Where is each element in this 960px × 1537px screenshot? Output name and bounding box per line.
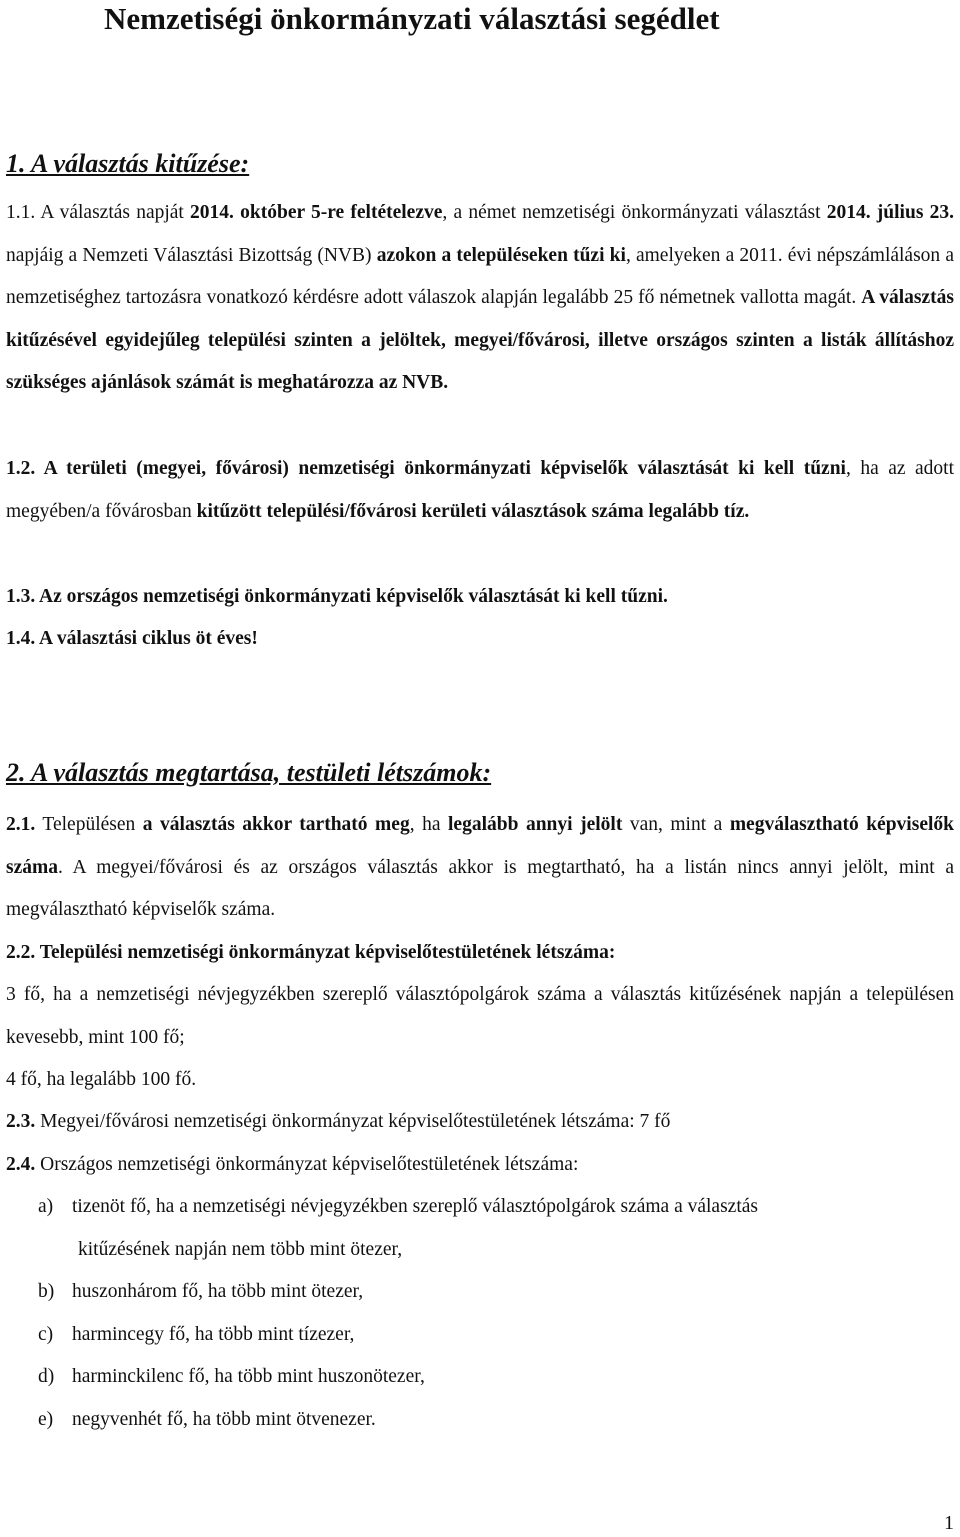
paragraph-2-1: 2.1. Településen a választás akkor tartható meg, ha legalább annyi jelölt van, mint a megválasztható képviselők száma. A megyei/fővárosi és az országos választás akkor is megtartható, ha a listán nincs annyi jelölt, mint a megválasztható képviselők száma. [6,814,954,920]
paragraph-1-1: 1.1. A választás napját 2014. október 5-re feltételezve, a német nemzetiségi önkormányzati választást 2014. július 23. napjáig a Nemzeti Választási Bizottság (NVB) azokon a településeken tűzi ki, amelyeken a 2011. évi népszámláláson a nemzetiséghez tartozásra vonatkozó kérdésre adott válaszok alapján legalább 25 fő németnek vallotta magát. A választás kitűzésével egyidejűleg települési szinten a jelöltek, megyei/fővárosi, illetve országos szinten a listák állításhoz szükséges ajánlások számát is meghatározza az NVB. [6,202,955,393]
paragraph-2-2-line1: 3 fő, ha a nemzetiségi névjegyzékben szereplő választópolgárok száma a választás kitűzésének napján a településen kevesebb, mint 100 fő; [6,984,954,1048]
list-item-continuation: kitűzésének napján nem több mint ötezer, [78,1238,403,1260]
list-marker: d) [38,1366,55,1387]
paragraph-1-4: 1.4. A választási ciklus öt éves! [6,628,258,649]
list-marker: b) [38,1281,55,1302]
page-number: 1 [944,1512,954,1534]
document-title: Nemzetiségi önkormányzati választási segédlet [104,1,720,36]
list-item-text: huszonhárom fő, ha több mint ötezer, [72,1281,364,1302]
list-item [38,1314,938,1357]
list-marker: a) [38,1196,54,1217]
paragraph-2-2-line2: 4 fő, ha legalább 100 fő. [6,1069,197,1090]
list-item-text: negyvenhét fő, ha több mint ötvenezer. [72,1409,376,1430]
list-item [38,1356,938,1399]
paragraph-1-2: 1.2. A területi (megyei, fővárosi) nemzetiségi önkormányzati képviselők választását ki kell tűzni, ha az adott megyében/a fővárosban kitűzött települési/fővárosi kerületi választások száma legalább tíz. [6,458,954,522]
list-item-text: harmincegy fő, ha több mint tízezer, [72,1324,355,1345]
list-item [38,1271,938,1314]
paragraph-1-3: 1.3. Az országos nemzetiségi önkormányzati képviselők választását ki kell tűzni. [6,586,668,607]
section-2-heading: 2. A választás megtartása, testületi létszámok: [6,758,492,787]
paragraph-2-2-heading: 2.2. Települési nemzetiségi önkormányzat képviselőtestületének létszáma: [6,942,616,963]
paragraph-2-3: 2.3. Megyei/fővárosi nemzetiségi önkormányzat képviselőtestületének létszáma: 7 fő [6,1111,671,1132]
list-item [38,1186,938,1271]
list-item [38,1399,938,1442]
list-item-text: harminckilenc fő, ha több mint huszonötezer, [72,1366,425,1387]
list-item-text: tizenöt fő, ha a nemzetiségi névjegyzékben szereplő választópolgárok száma a választás [72,1196,758,1217]
list-marker: e) [38,1409,54,1430]
section-1-heading: 1. A választás kitűzése: [6,149,250,178]
paragraph-2-4: 2.4. Országos nemzetiségi önkormányzat képviselőtestületének létszáma: [6,1154,579,1175]
list-marker: c) [38,1324,54,1345]
